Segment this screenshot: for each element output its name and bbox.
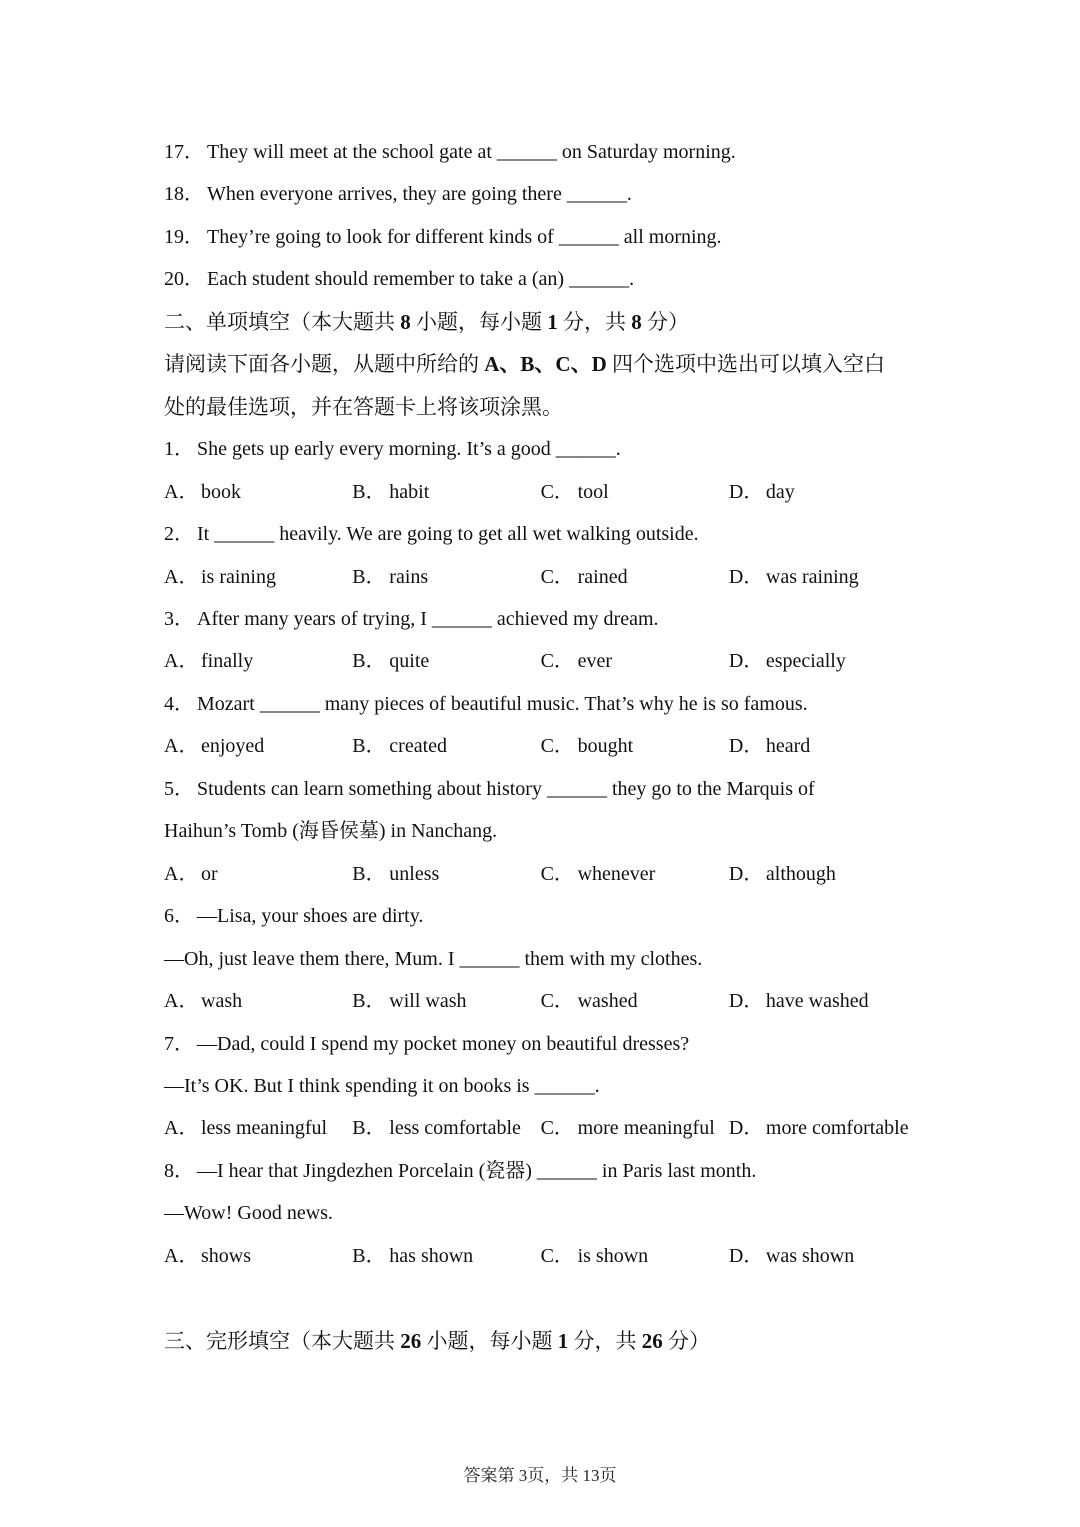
option-label: C． (540, 650, 574, 673)
option-c (541, 1235, 729, 1277)
option-b (352, 725, 540, 767)
option-label: D． (728, 565, 764, 588)
question-text: They will meet at the school gate at ______ on Saturday morning. (207, 141, 736, 163)
option-label: B． (352, 862, 386, 885)
question-3 (164, 598, 964, 640)
option-label: A． (164, 1117, 199, 1140)
question-1 (164, 428, 964, 470)
option-label: C． (540, 990, 574, 1013)
option-label: C． (540, 735, 574, 758)
option-c (541, 1107, 729, 1149)
option-label: A． (164, 480, 199, 503)
question-text: —Wow! Good news. (164, 1202, 333, 1225)
option-text: enjoyed (201, 735, 265, 758)
question-5-options (164, 853, 964, 895)
option-a (164, 980, 352, 1022)
option-a (164, 1235, 352, 1277)
option-label: D． (728, 990, 764, 1013)
option-text: although (765, 862, 836, 885)
option-label: D． (728, 1117, 764, 1140)
question-number: 17． (164, 141, 204, 163)
heading-text: 小题，每小题 (410, 309, 548, 334)
option-text: created (389, 735, 448, 758)
question-text: —I hear that Jingdezhen Porcelain (瓷器) ______ in Paris last month. (197, 1159, 757, 1182)
section-2-heading (164, 301, 964, 343)
question-number: 4． (164, 692, 194, 715)
option-text: more meaningful (577, 1117, 715, 1140)
option-text: washed (577, 990, 638, 1013)
option-text: heard (765, 735, 811, 758)
option-d (729, 1235, 917, 1277)
option-label: B． (352, 650, 386, 673)
option-b (352, 640, 540, 682)
option-d (729, 471, 917, 513)
option-label: D． (728, 735, 764, 758)
question-number: 3． (164, 607, 194, 630)
option-text: day (765, 480, 795, 503)
option-text: is shown (577, 1244, 649, 1267)
option-label: A． (164, 1244, 199, 1267)
option-c (541, 980, 729, 1022)
question-text: After many years of trying, I ______ achieved my dream. (197, 607, 659, 630)
option-text: less comfortable (389, 1117, 521, 1140)
heading-text: 分） (662, 1328, 710, 1353)
option-a (164, 853, 352, 895)
page-footer (0, 1464, 1080, 1488)
question-number: 1． (164, 438, 194, 461)
question-5-continued (164, 810, 964, 852)
option-label: D． (728, 862, 764, 885)
option-label: A． (164, 565, 199, 588)
heading-text: 二、单项填空（本大题共 (164, 309, 401, 334)
question-8-options (164, 1235, 964, 1277)
option-text: tool (577, 480, 609, 503)
option-text: will wash (389, 990, 467, 1013)
heading-text: 小题，每小题 (421, 1328, 558, 1353)
option-label: B． (352, 990, 386, 1013)
question-text: —Dad, could I spend my pocket money on beautiful dresses? (197, 1032, 690, 1055)
instruction-text: 四个选项中选出可以填入空白 (606, 352, 886, 377)
question-text: Students can learn something about history ______ they go to the Marquis of (197, 777, 815, 800)
question-number: 5． (164, 777, 194, 800)
option-label: A． (164, 862, 199, 885)
page-number-label: 答案第 3页，共 13页 (463, 1466, 617, 1485)
option-text: shows (201, 1244, 252, 1267)
question-text: —Lisa, your shoes are dirty. (197, 905, 424, 928)
question-2 (164, 513, 964, 555)
section-3-heading (164, 1320, 964, 1362)
option-d (729, 725, 917, 767)
option-a (164, 725, 352, 767)
option-c (541, 471, 729, 513)
instruction-option-letters: A、B、C、D (484, 352, 607, 377)
option-label: D． (728, 1244, 764, 1267)
option-text: has shown (389, 1244, 474, 1267)
option-b (352, 980, 540, 1022)
option-text: or (201, 862, 218, 885)
option-label: B． (352, 735, 386, 758)
option-label: A． (164, 650, 199, 673)
heading-points-total: 26 (641, 1328, 663, 1353)
heading-text: 分，共 (557, 309, 632, 334)
option-label: C． (540, 1117, 574, 1140)
question-text: It ______ heavily. We are going to get all wet walking outside. (197, 523, 699, 546)
option-text: have washed (765, 990, 869, 1013)
question-number: 18． (164, 183, 204, 206)
question-number: 19． (164, 225, 204, 248)
option-label: D． (728, 480, 764, 503)
question-6-options (164, 980, 964, 1022)
option-label: B． (352, 1244, 386, 1267)
question-8 (164, 1150, 964, 1192)
option-text: rains (389, 565, 429, 588)
option-d (729, 640, 917, 682)
option-text: ever (577, 650, 613, 673)
option-label: B． (352, 1117, 386, 1140)
option-text: more comfortable (765, 1117, 909, 1140)
option-text: habit (389, 480, 430, 503)
heading-question-count: 26 (400, 1328, 422, 1353)
option-c (541, 725, 729, 767)
question-7-continued (164, 1065, 964, 1107)
instruction-text: 请阅读下面各小题，从题中所给的 (164, 352, 485, 377)
heading-question-count: 8 (400, 309, 411, 334)
section-2-instructions-line-2 (164, 386, 964, 428)
heading-text: 分，共 (568, 1328, 642, 1353)
heading-points-total: 8 (631, 309, 642, 334)
question-4 (164, 683, 964, 725)
option-text: was raining (765, 565, 859, 588)
heading-points-each: 1 (547, 309, 558, 334)
option-d (729, 853, 917, 895)
heading-points-each: 1 (557, 1328, 569, 1353)
option-label: B． (352, 480, 386, 503)
option-b (352, 853, 540, 895)
question-17 (164, 131, 964, 173)
question-text: —Oh, just leave them there, Mum. I ______ them with my clothes. (164, 947, 703, 970)
option-text: wash (201, 990, 243, 1013)
option-label: B． (352, 565, 386, 588)
option-c (541, 640, 729, 682)
option-text: bought (577, 735, 634, 758)
option-label: D． (728, 650, 764, 673)
question-text: —It’s OK. But I think spending it on books is ______. (164, 1074, 600, 1097)
option-text: finally (201, 650, 254, 673)
question-number: 20． (164, 268, 204, 291)
question-3-options (164, 640, 964, 682)
question-20 (164, 258, 964, 300)
option-d (729, 980, 917, 1022)
question-19 (164, 216, 964, 258)
option-a (164, 471, 352, 513)
question-7-options (164, 1107, 964, 1149)
question-4-options (164, 725, 964, 767)
option-b (352, 1107, 540, 1149)
option-text: was shown (765, 1244, 855, 1267)
option-label: C． (540, 862, 574, 885)
question-number: 6． (164, 905, 194, 928)
heading-text: 分） (641, 309, 689, 334)
option-c (541, 853, 729, 895)
heading-text: 三、完形填空（本大题共 (164, 1328, 401, 1353)
option-a (164, 556, 352, 598)
question-7 (164, 1023, 964, 1065)
option-c (541, 556, 729, 598)
question-2-options (164, 556, 964, 598)
question-5 (164, 768, 964, 810)
option-text: unless (389, 862, 440, 885)
question-8-continued (164, 1192, 964, 1234)
option-text: less meaningful (201, 1117, 328, 1140)
option-text: rained (577, 565, 628, 588)
question-text: They’re going to look for different kinds of ______ all morning. (207, 225, 722, 248)
question-6-continued (164, 938, 964, 980)
option-text: especially (765, 650, 846, 673)
question-number: 8． (164, 1159, 194, 1182)
option-label: C． (540, 480, 574, 503)
option-text: is raining (201, 565, 276, 588)
option-d (729, 1107, 917, 1149)
exam-page-body (164, 131, 964, 1362)
question-1-options (164, 471, 964, 513)
question-number: 2． (164, 523, 194, 546)
option-label: C． (540, 565, 574, 588)
question-6 (164, 895, 964, 937)
option-label: A． (164, 735, 199, 758)
option-a (164, 1107, 352, 1149)
option-b (352, 471, 540, 513)
section-spacer (164, 1277, 964, 1319)
question-text: She gets up early every morning. It’s a good ______. (197, 438, 621, 461)
option-text: book (201, 480, 241, 503)
instruction-text: 处的最佳选项，并在答题卡上将该项涂黑。 (164, 394, 563, 419)
option-label: C． (540, 1244, 574, 1267)
option-text: whenever (577, 862, 656, 885)
option-d (729, 556, 917, 598)
option-a (164, 640, 352, 682)
question-text: When everyone arrives, they are going there ______. (207, 183, 632, 206)
question-number: 7． (164, 1032, 194, 1055)
question-18 (164, 173, 964, 215)
option-text: quite (389, 650, 430, 673)
question-text: Haihun’s Tomb (海昏侯墓) in Nanchang. (164, 820, 498, 843)
question-text: Mozart ______ many pieces of beautiful music. That’s why he is so famous. (197, 692, 808, 715)
option-b (352, 556, 540, 598)
option-label: A． (164, 990, 199, 1013)
section-2-instructions-line-1 (164, 343, 964, 385)
question-text: Each student should remember to take a (an) ______. (207, 268, 635, 291)
option-b (352, 1235, 540, 1277)
